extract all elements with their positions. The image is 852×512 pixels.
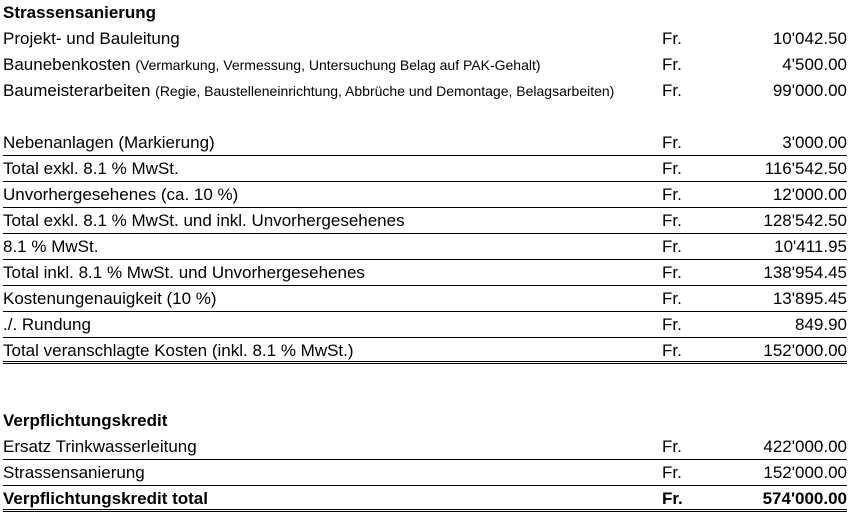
row-label: Nebenanlagen (Markierung) <box>3 133 215 152</box>
row-currency: Fr. <box>662 185 682 204</box>
row-currency: Fr. <box>662 463 682 482</box>
total-row-exkl-mwst <box>3 156 847 182</box>
row-amount: 152'000.00 <box>763 341 847 360</box>
row-amount: 13'895.45 <box>772 289 847 308</box>
credit-row-trinkwasserleitung <box>3 434 847 460</box>
row-label: Verpflichtungskredit total <box>3 489 208 508</box>
row-currency: Fr. <box>662 133 682 152</box>
row-amount: 3'000.00 <box>782 133 847 152</box>
cost-row-kostenungenauigkeit <box>3 286 847 312</box>
credit-row-strassensanierung <box>3 460 847 486</box>
row-amount: 10'411.95 <box>774 237 847 256</box>
row-amount: 12'000.00 <box>772 185 847 204</box>
row-label: Ersatz Trinkwasserleitung <box>3 437 197 456</box>
row-label: Baumeisterarbeiten <box>3 81 151 100</box>
row-currency: Fr. <box>662 341 682 360</box>
section-title-strassensanierung: Strassensanierung <box>3 3 157 22</box>
row-amount: 138'954.45 <box>763 263 847 282</box>
row-amount: 116'542.50 <box>764 159 847 178</box>
row-amount: 422'000.00 <box>763 437 847 456</box>
cost-row-rundung <box>3 312 847 338</box>
section-title-verpflichtungskredit: Verpflichtungskredit <box>3 411 168 430</box>
cost-row-nebenanlagen <box>3 130 847 156</box>
row-currency: Fr. <box>662 489 683 508</box>
section-spacer <box>3 364 847 408</box>
row-currency: Fr. <box>662 315 682 334</box>
row-label: Baunebenkosten <box>3 55 131 74</box>
row-currency: Fr. <box>662 211 682 230</box>
row-label-group <box>3 52 541 78</box>
row-label: ./. Rundung <box>3 315 91 334</box>
cost-row-baunebenkosten <box>3 52 847 78</box>
row-currency: Fr. <box>662 81 682 100</box>
cost-estimate-document <box>3 0 847 512</box>
row-amount: 99'000.00 <box>772 81 847 100</box>
row-label: Strassensanierung <box>3 463 145 482</box>
row-amount: 574'000.00 <box>762 489 847 508</box>
credit-row-total <box>3 486 847 512</box>
row-amount: 849.90 <box>795 315 847 334</box>
row-currency: Fr. <box>662 55 682 74</box>
total-row-inkl-unvorhergesehenes <box>3 208 847 234</box>
row-label: Total exkl. 8.1 % MwSt. und inkl. Unvorhergesehenes <box>3 211 405 230</box>
row-label: Total exkl. 8.1 % MwSt. <box>3 159 179 178</box>
row-currency: Fr. <box>662 159 682 178</box>
row-detail: (Vermarkung, Vermessung, Untersuchung Belag auf PAK-Gehalt) <box>135 57 541 73</box>
total-row-veranschlagte-kosten <box>3 338 847 364</box>
row-currency: Fr. <box>662 29 682 48</box>
row-amount: 128'542.50 <box>763 211 847 230</box>
cost-row-unvorhergesehenes <box>3 182 847 208</box>
cost-row-mwst <box>3 234 847 260</box>
row-label: Total inkl. 8.1 % MwSt. und Unvorhergesehenes <box>3 263 365 282</box>
row-currency: Fr. <box>662 437 682 456</box>
row-label-group <box>3 78 623 104</box>
row-detail: (Regie, Baustelleneinrichtung, Abbrüche und Demontage, Belagsarbeiten) <box>155 83 615 99</box>
row-label: 8.1 % MwSt. <box>3 237 99 256</box>
row-currency: Fr. <box>662 289 682 308</box>
row-label: Total veranschlagte Kosten (inkl. 8.1 % MwSt.) <box>3 341 354 360</box>
row-label: Unvorhergesehenes (ca. 10 %) <box>3 185 239 204</box>
row-amount: 152'000.00 <box>763 463 847 482</box>
row-currency: Fr. <box>662 237 682 256</box>
row-label: Projekt- und Bauleitung <box>3 29 180 48</box>
row-amount: 4'500.00 <box>782 55 847 74</box>
total-row-inkl-mwst <box>3 260 847 286</box>
row-label: Kostenungenauigkeit (10 %) <box>3 289 217 308</box>
row-currency: Fr. <box>662 263 682 282</box>
cost-row-projekt-bauleitung <box>3 26 847 52</box>
row-amount: 10'042.50 <box>772 29 847 48</box>
cost-row-baumeisterarbeiten <box>3 78 847 130</box>
